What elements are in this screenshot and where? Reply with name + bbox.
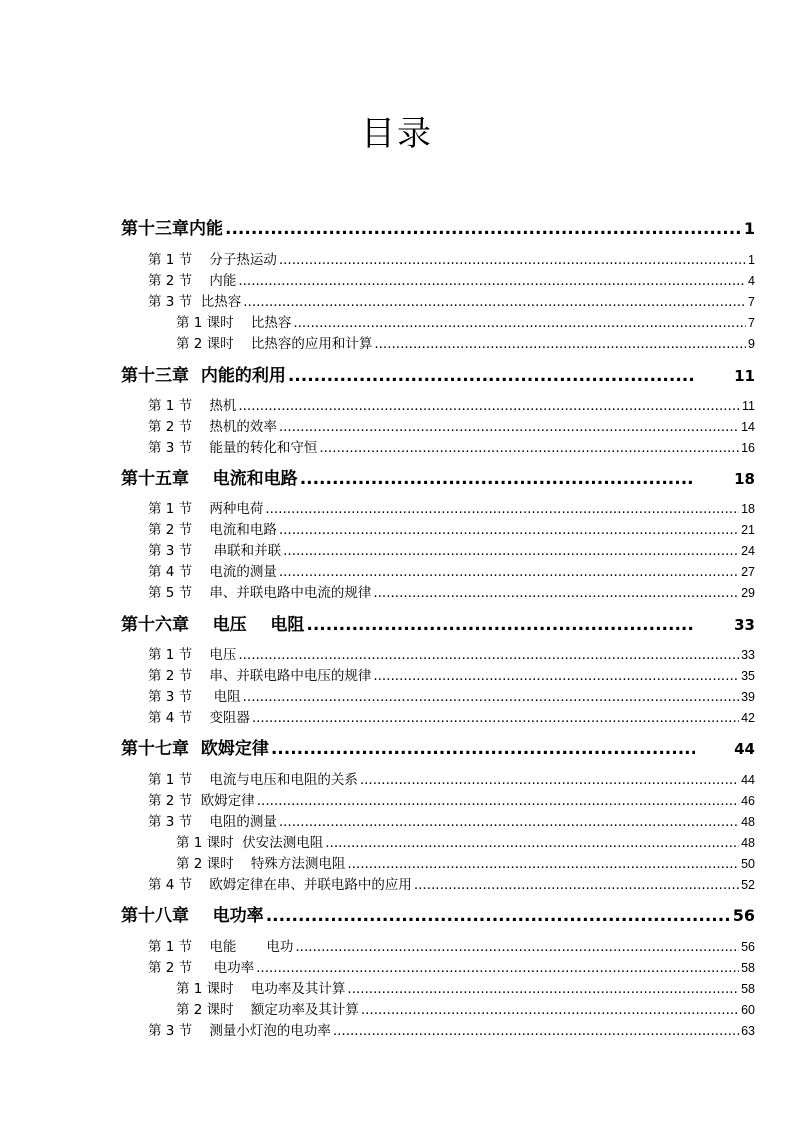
dot-leader xyxy=(295,938,739,956)
toc-section[interactable] xyxy=(148,563,755,581)
dot-leader xyxy=(325,834,739,852)
toc-chapter[interactable] xyxy=(121,905,755,927)
dot-leader xyxy=(361,1001,739,1019)
toc-page: 33 xyxy=(734,616,755,634)
toc-label: 第 1 课时 伏安法测电阻 xyxy=(176,835,324,851)
toc-page: 58 xyxy=(741,982,755,996)
toc-section[interactable] xyxy=(148,584,755,602)
dot-leader xyxy=(300,468,695,490)
toc-chapter[interactable] xyxy=(121,218,755,240)
dot-leader xyxy=(225,218,742,240)
toc-label: 第 1 课时 电功率及其计算 xyxy=(176,981,346,997)
toc-page: 27 xyxy=(741,565,755,579)
toc-page: 33 xyxy=(741,648,755,662)
dot-leader xyxy=(265,500,739,518)
toc-label: 第十三章内能 xyxy=(121,219,223,239)
toc-section[interactable] xyxy=(148,500,755,518)
toc-section[interactable] xyxy=(148,771,755,789)
toc-section[interactable] xyxy=(148,542,755,560)
toc-page: 44 xyxy=(741,773,755,787)
toc-label: 第 2 课时 特殊方法测电阻 xyxy=(176,856,346,872)
toc-section[interactable] xyxy=(148,272,755,290)
dot-leader xyxy=(257,792,739,810)
toc-section[interactable] xyxy=(148,876,755,894)
toc-page: 46 xyxy=(741,794,755,808)
dot-leader xyxy=(373,667,739,685)
toc-page: 21 xyxy=(741,523,755,537)
toc-label: 第 1 节 分子热运动 xyxy=(148,252,277,268)
toc-page: 56 xyxy=(741,940,755,954)
dot-leader xyxy=(279,813,739,831)
toc-label: 第 1 节 电压 xyxy=(148,647,237,663)
toc-label: 第十八章 电功率 xyxy=(121,906,264,926)
dot-leader xyxy=(279,521,739,539)
toc-page: 39 xyxy=(741,690,755,704)
toc-label: 第 2 节 串、并联电路中电压的规律 xyxy=(148,668,372,684)
toc-label: 第 2 课时 额定功率及其计算 xyxy=(176,1002,359,1018)
dot-leader xyxy=(271,738,695,760)
toc-label: 第 4 节 电流的测量 xyxy=(148,564,277,580)
toc-label: 第 4 节 欧姆定律在串、并联电路中的应用 xyxy=(148,877,412,893)
toc-lesson[interactable] xyxy=(176,1001,755,1019)
toc-chapter[interactable] xyxy=(121,468,755,490)
toc-label: 第十三章 内能的利用 xyxy=(121,366,286,386)
dot-leader xyxy=(279,563,739,581)
toc-section[interactable] xyxy=(148,667,755,685)
dot-leader xyxy=(279,418,739,436)
toc-page: 29 xyxy=(741,586,755,600)
toc-page: 35 xyxy=(741,669,755,683)
page-title: 目录 xyxy=(361,114,433,154)
toc-page: 1 xyxy=(748,253,755,267)
toc-section[interactable] xyxy=(148,418,755,436)
toc-page: 14 xyxy=(741,420,755,434)
dot-leader xyxy=(238,646,739,664)
toc-page: 9 xyxy=(748,337,755,351)
toc-label: 第 2 节 热机的效率 xyxy=(148,419,277,435)
toc-page: 11 xyxy=(734,367,755,385)
toc-page: 44 xyxy=(734,740,755,758)
toc-label: 第 1 节 电流与电压和电阻的关系 xyxy=(148,772,358,788)
toc-label: 第 1 节 热机 xyxy=(148,398,237,414)
toc-page: 18 xyxy=(741,502,755,516)
toc-label: 第 2 节 内能 xyxy=(148,273,237,289)
toc-page: 24 xyxy=(741,544,755,558)
dot-leader xyxy=(319,439,739,457)
toc-label: 第 3 节 比热容 xyxy=(148,294,242,310)
dot-leader xyxy=(373,584,739,602)
toc-page: 11 xyxy=(742,399,755,413)
toc-label: 第 2 节 欧姆定律 xyxy=(148,793,255,809)
dot-leader xyxy=(288,365,695,387)
toc-label: 第 1 节 两种电荷 xyxy=(148,501,264,517)
dot-leader xyxy=(252,709,739,727)
dot-leader xyxy=(243,293,746,311)
dot-leader xyxy=(283,542,739,560)
toc-label: 第 1 课时 比热容 xyxy=(176,315,292,331)
toc-lesson[interactable] xyxy=(176,335,755,353)
dot-leader xyxy=(347,855,739,873)
toc-label: 第 3 节 电阻 xyxy=(148,689,241,705)
toc-section[interactable] xyxy=(148,1022,755,1040)
toc-lesson[interactable] xyxy=(176,980,755,998)
dot-leader xyxy=(347,980,739,998)
toc-page: 18 xyxy=(734,470,755,488)
toc-page: 1 xyxy=(743,219,755,238)
toc-label: 第 5 节 串、并联电路中电流的规律 xyxy=(148,585,372,601)
dot-leader xyxy=(306,614,695,636)
toc-label: 第十五章 电流和电路 xyxy=(121,469,298,489)
dot-leader xyxy=(243,688,739,706)
toc-page: 48 xyxy=(741,815,755,829)
toc-page: 60 xyxy=(741,1003,755,1017)
dot-leader xyxy=(238,272,746,290)
toc-page: 4 xyxy=(748,274,755,288)
toc-section[interactable] xyxy=(148,792,755,810)
toc-section[interactable] xyxy=(148,293,755,311)
toc-lesson[interactable] xyxy=(176,834,755,852)
toc-chapter[interactable] xyxy=(121,738,755,760)
toc-label: 第 2 课时 比热容的应用和计算 xyxy=(176,336,373,352)
toc-label: 第 2 节 电流和电路 xyxy=(148,522,277,538)
toc-section[interactable] xyxy=(148,521,755,539)
toc-lesson[interactable] xyxy=(176,314,755,332)
toc-chapter[interactable] xyxy=(121,614,755,636)
toc-section[interactable] xyxy=(148,813,755,831)
toc-page: 48 xyxy=(741,836,755,850)
dot-leader xyxy=(256,959,739,977)
toc-section[interactable] xyxy=(148,646,755,664)
toc-page: 52 xyxy=(741,878,755,892)
toc-page: 7 xyxy=(748,295,755,309)
toc-page: 7 xyxy=(748,316,755,330)
toc-page: 42 xyxy=(741,711,755,725)
dot-leader xyxy=(266,905,731,927)
toc-label: 第 4 节 变阻器 xyxy=(148,710,250,726)
toc-label: 第 1 节 电能 电功 xyxy=(148,939,294,955)
dot-leader xyxy=(238,397,740,415)
toc-section[interactable] xyxy=(148,439,755,457)
toc-label: 第 3 节 电阻的测量 xyxy=(148,814,277,830)
dot-leader xyxy=(374,335,746,353)
toc-label: 第 3 节 测量小灯泡的电功率 xyxy=(148,1023,331,1039)
toc-chapter[interactable] xyxy=(121,365,755,387)
toc-label: 第 3 节 能量的转化和守恒 xyxy=(148,440,318,456)
toc-label: 第 2 节 电功率 xyxy=(148,960,255,976)
toc-label: 第 3 节 串联和并联 xyxy=(148,543,282,559)
toc-page: 58 xyxy=(741,961,755,975)
toc-lesson[interactable] xyxy=(176,855,755,873)
dot-leader xyxy=(293,314,746,332)
dot-leader xyxy=(360,771,739,789)
toc-page: 56 xyxy=(732,906,755,925)
toc-section[interactable] xyxy=(148,688,755,706)
toc-section[interactable] xyxy=(148,959,755,977)
toc-section[interactable] xyxy=(148,938,755,956)
toc-label: 第十六章 电压 电阻 xyxy=(121,615,305,635)
toc-section[interactable] xyxy=(148,709,755,727)
toc-section[interactable] xyxy=(148,251,755,269)
toc-section[interactable] xyxy=(148,397,755,415)
dot-leader xyxy=(333,1022,739,1040)
toc-page: 63 xyxy=(741,1024,755,1038)
toc-page: 50 xyxy=(741,857,755,871)
toc-page: 16 xyxy=(741,441,755,455)
toc-label: 第十七章 欧姆定律 xyxy=(121,739,269,759)
dot-leader xyxy=(414,876,739,894)
dot-leader xyxy=(279,251,746,269)
